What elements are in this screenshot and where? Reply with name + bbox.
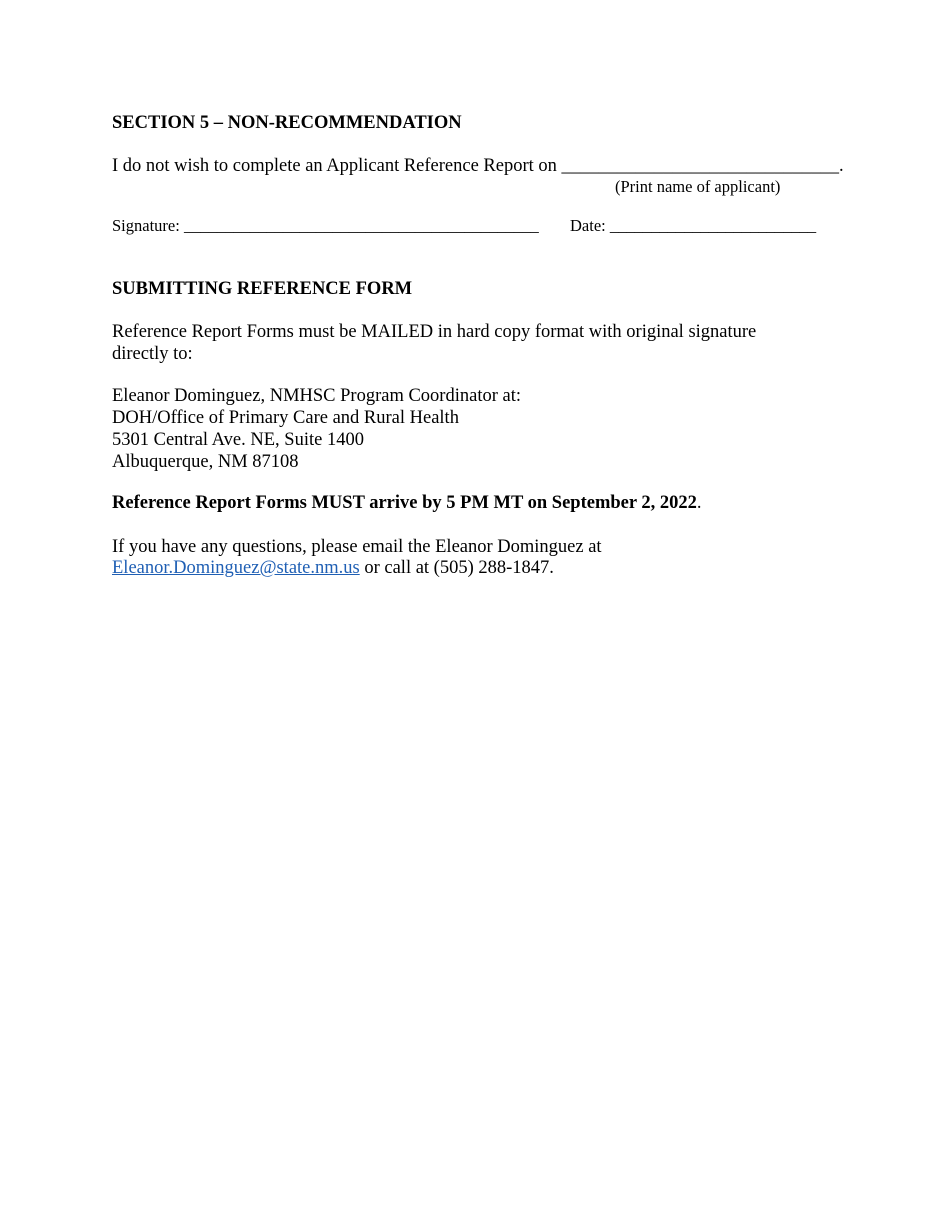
deadline-line: [112, 492, 702, 514]
deadline-period: .: [696, 493, 702, 513]
instructions-line-1: Reference Report Forms must be MAILED in hard copy format with original signature: [112, 322, 757, 342]
email-link[interactable]: Eleanor.Dominguez@state.nm.us: [112, 558, 360, 578]
print-name-caption: (Print name of applicant): [615, 177, 781, 196]
phone-text: or call at (505) 288-1847.: [359, 558, 554, 578]
deadline-text: Reference Report Forms MUST arrive by 5 PM MT on September 2, 2022: [112, 493, 697, 513]
section5-heading: SECTION 5 – NON-RECOMMENDATION: [112, 113, 462, 133]
instructions-line-2: directly to:: [112, 344, 193, 364]
signature-field[interactable]: Signature: ___________________________________________: [112, 216, 539, 235]
non-recommendation-statement: I do not wish to complete an Applicant Reference Report on ______________________________.: [112, 156, 844, 176]
address-line: 5301 Central Ave. NE, Suite 1400: [112, 430, 364, 450]
address-line: Albuquerque, NM 87108: [112, 452, 299, 472]
date-field[interactable]: Date: _________________________: [570, 216, 817, 235]
address-line: Eleanor Dominguez, NMHSC Program Coordinator at:: [112, 386, 521, 406]
contact-line-2: [112, 557, 554, 579]
contact-line-1: If you have any questions, please email the Eleanor Dominguez at: [112, 537, 602, 557]
submitting-heading: SUBMITTING REFERENCE FORM: [112, 279, 413, 299]
address-line: DOH/Office of Primary Care and Rural Health: [112, 408, 459, 428]
